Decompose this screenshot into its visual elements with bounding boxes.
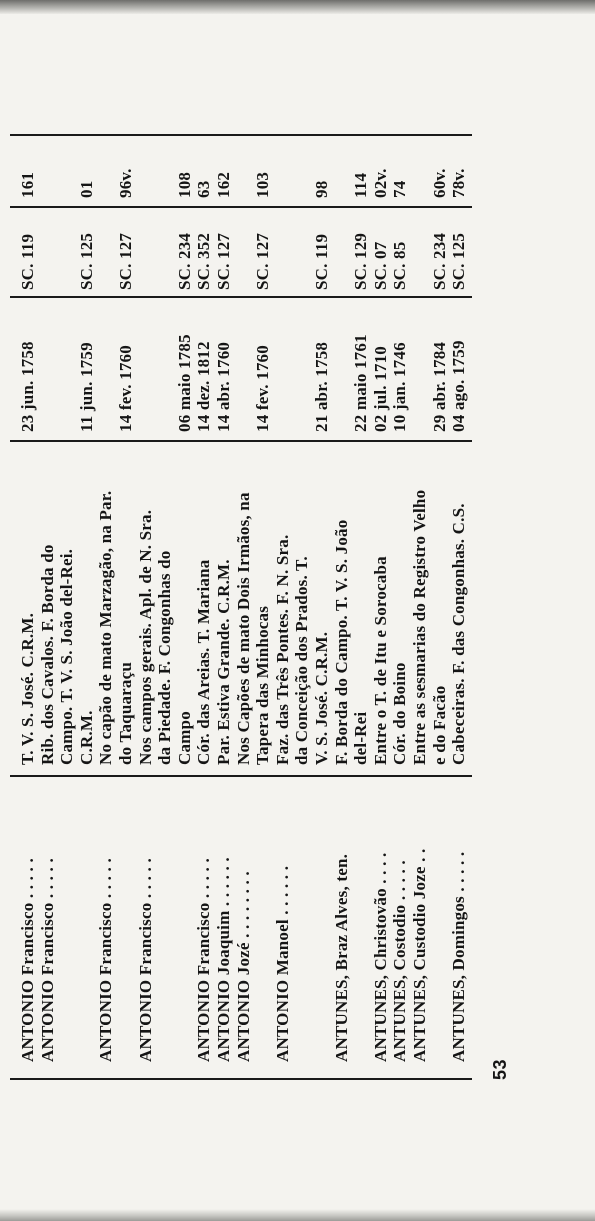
entry-reference: SC. 125 <box>449 232 469 290</box>
table-row <box>77 130 97 1080</box>
entry-reference: SC. 234 <box>174 232 194 290</box>
entry-reference: SC. 234 <box>429 232 449 290</box>
entry-place: Cór. do Boino <box>390 662 410 765</box>
entry-date: 21 abr. 1758 <box>312 341 331 432</box>
entry-reference: SC. 129 <box>351 232 371 290</box>
entry-date: 14 dez. 1812 <box>194 341 214 432</box>
table-row <box>234 130 254 1080</box>
entry-name: ANTONIO Francisco . . . . . <box>135 858 155 1062</box>
table-row <box>312 130 332 1080</box>
table-row <box>194 130 214 1080</box>
table-row <box>214 130 234 1080</box>
entry-place: Campo. T. V. S. João del-Rei. <box>57 548 77 765</box>
entry-place: Par. Estiva Grande. C.R.M. <box>214 559 233 765</box>
table-row <box>96 130 116 1080</box>
table-row <box>292 130 312 1080</box>
entry-date: 14 abr. 1760 <box>214 341 233 432</box>
entry-folio: 162 <box>214 171 233 198</box>
entry-place: Cabeceiras. F. das Congonhas. C.S. <box>449 503 469 765</box>
entry-place: do Taquaraçu <box>116 661 135 765</box>
entry-reference: SC. 85 <box>390 241 410 290</box>
entry-date: 11 jun. 1759 <box>76 342 96 432</box>
entry-date: 29 abr. 1784 <box>429 341 449 432</box>
entry-name: ANTUNES, Domingos . . . . . <box>449 851 469 1062</box>
entry-place: Entre o T. de Itu e Sorocaba <box>370 556 390 765</box>
entry-place: C.R.M. <box>76 710 96 765</box>
entry-reference: SC. 127 <box>253 232 273 290</box>
entry-place: No capão de mato Marzagão, na Par. <box>96 490 116 765</box>
entry-date: 10 jan. 1746 <box>390 342 410 432</box>
entry-folio: 78v. <box>449 168 469 198</box>
table-row <box>57 130 77 1080</box>
entry-place: e do Facão <box>429 685 449 765</box>
entry-name: ANTONIO Joaquim . . . . . . <box>214 857 233 1062</box>
entry-date: 06 maio 1785 <box>174 334 194 432</box>
entry-name: ANTUNES, Christovão . . . . <box>370 852 390 1062</box>
entry-name: ANTONIO Francisco . . . . . <box>37 858 57 1062</box>
entry-reference: SC. 352 <box>194 232 214 290</box>
entry-name: ANTONIO Francisco . . . . . <box>96 858 116 1062</box>
entry-place: Nos campos gerais. Apl. de N. Sra. <box>135 509 155 765</box>
page-number: 53 <box>490 1058 510 1080</box>
entry-reference: SC. 127 <box>214 232 233 290</box>
table-row <box>430 130 450 1080</box>
entry-folio: 02v. <box>370 168 390 198</box>
entry-reference: SC. 07 <box>370 241 390 290</box>
entry-place: Campo <box>174 711 194 765</box>
entry-folio: 60v. <box>429 168 449 198</box>
table-row <box>410 130 430 1080</box>
table-row <box>38 130 58 1080</box>
entry-name: ANTONIO Jozé . . . . . . . . <box>233 871 253 1062</box>
entry-date: 22 maio 1761 <box>351 334 371 432</box>
entry-name: ANTONIO Francisco . . . . . <box>18 858 37 1062</box>
entry-reference: SC. 119 <box>312 233 331 290</box>
entry-date: 14 fev. 1760 <box>116 345 135 432</box>
table-row <box>351 130 371 1080</box>
entry-place: Tapera das Minhocas <box>253 605 273 765</box>
table-row <box>332 130 352 1080</box>
entry-place: Faz. das Três Pontes. F. N. Sra. <box>272 534 292 765</box>
entry-folio: 63 <box>194 180 214 198</box>
entry-reference: SC. 125 <box>76 232 96 290</box>
entry-folio: 161 <box>18 171 37 198</box>
page-bottom-edge <box>0 1209 595 1221</box>
entry-name: ANTUNES, Braz Alves, ten. <box>331 853 351 1062</box>
entry-folio: 108 <box>174 171 194 198</box>
page-top-edge <box>0 0 595 14</box>
entry-name: ANTONIO Manoel . . . . . . <box>272 865 292 1062</box>
table-row <box>116 130 136 1080</box>
entry-folio: 74 <box>390 180 410 198</box>
table-row <box>18 130 38 1080</box>
entry-name: ANTONIO Francisco . . . . . <box>194 858 214 1062</box>
entry-date: 14 fev. 1760 <box>253 345 273 432</box>
table-row <box>253 130 273 1080</box>
entry-date: 02 jul. 1710 <box>370 346 390 432</box>
entry-place: Entre as sesmarias do Registro Velho <box>410 489 429 765</box>
entry-name: ANTUNES, Custodio Joze . . <box>410 848 429 1062</box>
entry-place: Rib. dos Cavalos. F. Borda do <box>37 544 57 765</box>
entry-reference: SC. 119 <box>18 233 37 290</box>
rotated-sesmarias-table <box>10 130 510 1080</box>
entry-name: ANTUNES, Costodio . . . . . <box>390 860 410 1062</box>
table-row <box>175 130 195 1080</box>
entry-place: da Conceição dos Prados. T. <box>292 556 312 765</box>
entry-folio: 98 <box>312 180 331 198</box>
entry-place: da Piedade. F. Congonhas do <box>155 550 175 765</box>
entry-folio: 96v. <box>116 168 135 198</box>
entry-folio: 114 <box>351 172 371 198</box>
table-row <box>390 130 410 1080</box>
entry-place: del-Rei <box>351 711 371 765</box>
entry-folio: 01 <box>76 180 96 198</box>
entry-place: V. S. José. C.R.M. <box>312 631 331 765</box>
table-row <box>273 130 293 1080</box>
entry-place: F. Borda do Campo. T. V. S. João <box>331 519 351 765</box>
entry-place: T. V. S. José. C.R.M. <box>18 612 37 765</box>
entry-date: 04 ago. 1759 <box>449 340 469 432</box>
entry-place: Nos Capões de mato Dois Irmãos, na <box>233 492 253 765</box>
entry-date: 23 jun. 1758 <box>18 341 37 432</box>
table-row <box>371 130 391 1080</box>
table-row <box>449 130 469 1080</box>
table-row <box>155 130 175 1080</box>
entry-reference: SC. 127 <box>116 232 135 290</box>
entry-place: Cór. das Areias. T. Mariana <box>194 559 214 765</box>
table-row <box>136 130 156 1080</box>
entry-folio: 103 <box>253 171 273 198</box>
